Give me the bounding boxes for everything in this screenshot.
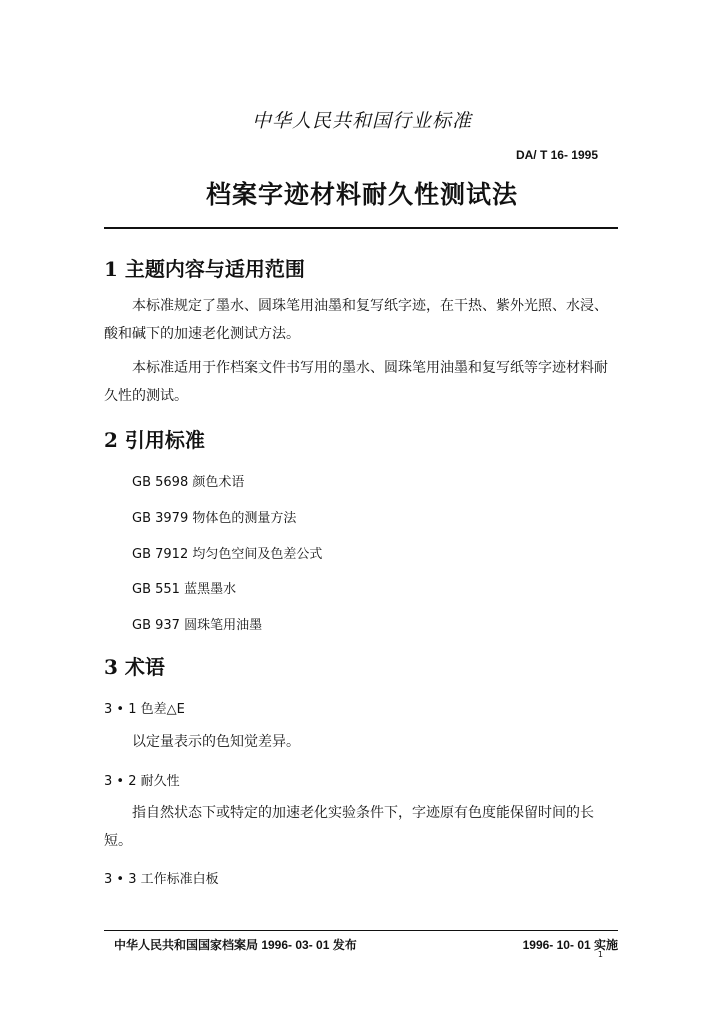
section-1-heading: 1 主题内容与适用范围 [104, 257, 305, 281]
section-2-heading: 2 引用标准 [104, 428, 205, 452]
term-label: 3 • 1 色差△E [104, 702, 185, 717]
page-number: 1 [597, 950, 603, 959]
reference-item: GB 7912 均匀色空间及色差公式 [132, 547, 323, 562]
issue-date: 中华人民共和国国家档案局 1996- 03- 01 发布 [114, 938, 357, 952]
reference-item: GB 5698 颜色术语 [132, 475, 245, 490]
standard-code: DA/ T 16- 1995 [515, 148, 598, 162]
section-1-paragraph-2: 本标准适用于作档案文件书写用的墨水、圆珠笔用油墨和复写纸等字迹材料耐久性的测试。 [104, 360, 608, 404]
reference-item: GB 937 圆珠笔用油墨 [132, 618, 263, 633]
implementation-date: 1996- 10- 01 实施 [522, 938, 618, 952]
section-3-heading: 3 术语 [104, 655, 165, 679]
document-title: 档案字迹材料耐久性测试法 [205, 180, 518, 209]
term-label: 3 • 3 工作标准白板 [104, 872, 219, 887]
reference-item: GB 551 蓝黑墨水 [132, 582, 237, 597]
issuing-category: 中华人民共和国行业标准 [251, 110, 472, 132]
term-definition: 指自然状态下或特定的加速老化实验条件下，字迹原有色度能保留时间的长短。 [104, 805, 594, 849]
term-label: 3 • 2 耐久性 [104, 774, 180, 789]
footer-divider [104, 930, 618, 931]
section-1-paragraph-1: 本标准规定了墨水、圆珠笔用油墨和复写纸字迹，在干热、紫外光照、水浸、酸和碱下的加速老化测试方法。 [104, 298, 608, 342]
title-divider [104, 227, 618, 229]
term-definition: 以定量表示的色知觉差异。 [132, 734, 300, 750]
reference-item: GB 3979 物体色的测量方法 [132, 511, 297, 526]
